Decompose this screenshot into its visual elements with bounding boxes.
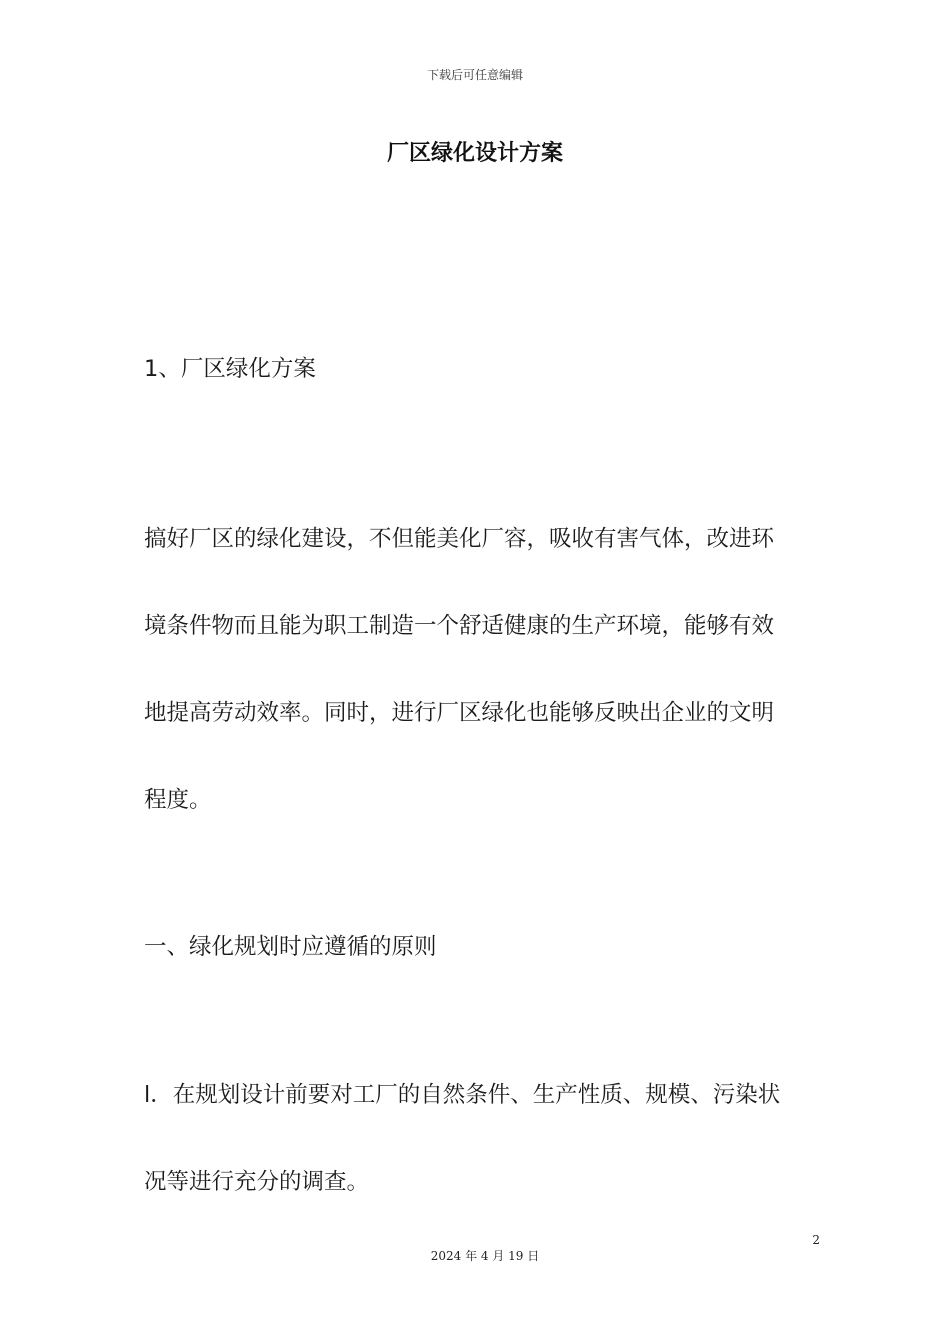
document-title: 厂区绿化设计方案 bbox=[386, 141, 563, 166]
paragraph-line: 搞好厂区的绿化建设，不但能美化厂容，吸收有害气体，改进环 bbox=[144, 526, 775, 552]
list-item-line: 况等进行充分的调查。 bbox=[144, 1169, 370, 1195]
paragraph-line: 程度。 bbox=[144, 787, 212, 813]
subheading: 一、绿化规划时应遵循的原则 bbox=[144, 934, 437, 960]
paragraph-line: 地提高劳动效率。同时，进行厂区绿化也能够反映出企业的文明 bbox=[144, 700, 775, 726]
list-item-line: l．在规划设计前要对工厂的自然条件、生产性质、规模、污染状 bbox=[144, 1082, 781, 1108]
page-number: 2 bbox=[812, 1233, 820, 1247]
paragraph-line: 境条件物而且能为职工制造一个舒适健康的生产环境，能够有效 bbox=[144, 613, 775, 639]
section-heading: 1、厂区绿化方案 bbox=[144, 356, 316, 382]
footer-date: 2024 年 4 月 19 日 bbox=[430, 1249, 540, 1263]
page-header-note: 下载后可任意编辑 bbox=[426, 68, 523, 82]
